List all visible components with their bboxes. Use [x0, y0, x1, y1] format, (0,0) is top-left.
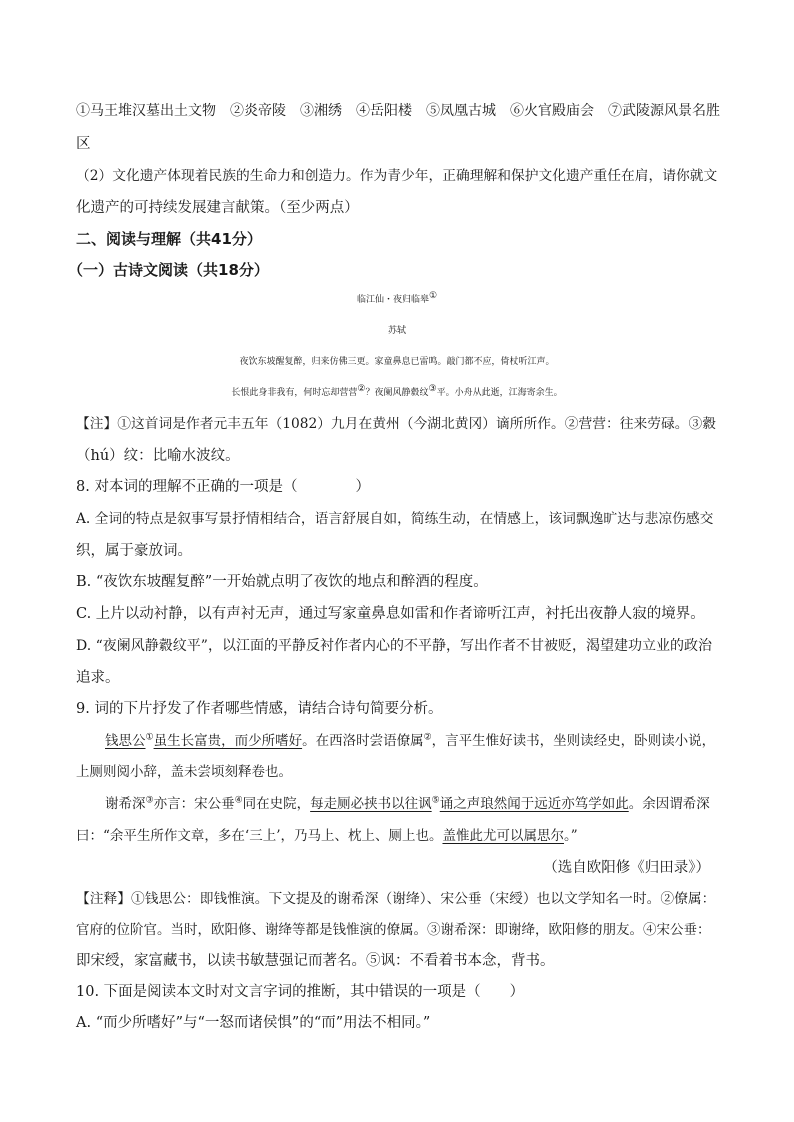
prose-paragraph-2-line-2 — [76, 826, 578, 846]
prose-underlined-4: 诵之声琅然闻于远近亦笃学如此 — [439, 796, 629, 812]
question-8-option-c: C. 上片以动衬静，以有声衬无声，通过写家童鼻息如雷和作者谛听江声，衬托出夜静人寂的境界。 — [76, 606, 705, 622]
footnote-ref-3: ③ — [428, 384, 437, 394]
poem-title-footnote-ref: ① — [428, 291, 438, 301]
question-10-option-a: A. “而少所嗜好”与“一怒而诸侯惧”的“而”用法不相同。” — [76, 1015, 431, 1031]
poem-title — [0, 290, 794, 310]
question-8-stem: 8. 对本词的理解不正确的一项是（ ） — [76, 479, 370, 495]
prose-paragraph-1-line-1 — [105, 731, 715, 751]
footnote-ref-2: ② — [357, 384, 366, 394]
question-10-stem: 10. 下面是阅读本文时对文言字词的推断，其中错误的一项是（ ） — [76, 984, 525, 1000]
poem-line-2-part-c: 平。小舟从此逝，江海寄余生。 — [436, 388, 563, 398]
question-8-option-a-line-2: 织，属于豪放词。 — [76, 543, 192, 559]
poem-note-line-1: 【注】①这首词是作者元丰五年（1082）九月在黄州（今湖北黄冈）谪所所作。②营营：往来劳碌。③縠 — [76, 416, 716, 432]
prose-underlined-1: 钱思公 — [105, 733, 146, 749]
section-title: 二、阅读与理解（共41分） — [76, 230, 262, 248]
poem-note-line-2: （hú）纹：比喻水波纹。 — [76, 448, 240, 464]
question-8-option-d-line-1: D. “夜阑风静縠纹平”，以江面的平静反衬作者内心的不平静，写出作者不甘被贬，渴望建功立业的政治 — [76, 638, 712, 654]
question-8-option-b: B. “夜饮东坡醒复醉”一开始就点明了夜饮的地点和醉酒的程度。 — [76, 574, 488, 590]
prose-text-2: ，言平生惟好读书，坐则读经史，卧则读小说， — [431, 733, 716, 749]
poem-author: 苏轼 — [387, 326, 406, 336]
prose-text-8: 。” — [563, 828, 578, 844]
poem-title-text: 临江仙・夜归临皋 — [356, 295, 429, 305]
heritage-items-line-1: ①马王堆汉墓出土文物 ②炎帝陵 ③湘绣 ④岳阳楼 ⑤凤凰古城 ⑥火官殿庙会 ⑦武陵源风景名胜 — [76, 103, 720, 119]
poem-line-1: 夜饮东坡醒复醉，归来仿佛三更。家童鼻息已雷鸣。敲门都不应，倚杖听江声。 — [239, 357, 555, 367]
question-8-option-d-line-2: 追求。 — [76, 670, 120, 686]
prose-text-5: 同在史院， — [242, 796, 311, 812]
prose-note-line-1: 【注释】①钱思公：即钱惟演。下文提及的谢希深（谢绛）、宋公垂（宋绶）也以文学知名一时。②僚属： — [76, 891, 716, 907]
prose-paragraph-1-line-2: 上厕则阅小辞，盖未尝顷刻释卷也。 — [76, 764, 292, 780]
prose-text-7: 曰：“余平生所作文章，多在‘三上’，乃马上、枕上、厕上也。 — [76, 828, 443, 844]
poem-line-2-part-b: ？夜阑风静縠纹 — [365, 388, 429, 398]
prose-text-6: 。余因谓希深 — [628, 796, 710, 812]
prose-note-line-2: 官府的位阶官。当时，欧阳修、谢绛等都是钱惟演的僚属。③谢希深：即谢绛，欧阳修的朋友。④宋公垂： — [76, 922, 711, 938]
prose-note-line-3: 即宋绶，家富藏书，以读书敏慧强记而著名。⑤讽：不看着书本念，背书。 — [76, 953, 555, 969]
question-9-stem: 9. 词的下片抒发了作者哪些情感，请结合诗句简要分析。 — [76, 701, 443, 717]
question-2-line-1: （2）文化遗产体现着民族的生命力和创造力。作为青少年，正确理解和保护文化遗产重任在肩，请你就文 — [76, 168, 718, 184]
poem-line-2-part-a: 长恨此身非我有，何时忘却营营 — [231, 388, 358, 398]
prose-underlined-2: 虽生长富贵，而少所嗜好 — [153, 733, 303, 749]
question-2-line-2: 化遗产的可持续发展建言献策。（至少两点） — [76, 200, 359, 216]
heritage-items-line-2: 区 — [76, 136, 91, 152]
prose-ref-2: ② — [423, 732, 432, 743]
prose-ref-1: ① — [145, 732, 154, 743]
question-8-option-a-line-1: A. 全词的特点是叙事写景抒情相结合，语言舒展自如，简练生动，在情感上，该词飘逸旷达与悲凉伤感交 — [76, 511, 714, 527]
prose-ref-4: ④ — [234, 795, 243, 806]
prose-text-1: 。在西洛时尝语僚属 — [302, 733, 424, 749]
prose-paragraph-2-line-1 — [105, 794, 710, 814]
prose-text-3: 谢希深 — [105, 796, 146, 812]
prose-source: （选自欧阳修《归田录》） — [543, 860, 710, 876]
prose-ref-3: ③ — [145, 795, 154, 806]
prose-ref-5: ⑤ — [431, 795, 440, 806]
prose-underlined-5: 盖惟此尤可以属思尔 — [442, 828, 564, 844]
prose-underlined-3: 每走厕必挟书以往讽 — [310, 796, 432, 812]
subsection-title: （一）古诗文阅读（共18分） — [68, 261, 269, 279]
poem-line-2 — [0, 383, 794, 403]
prose-text-4: 亦言：宋公垂 — [153, 796, 235, 812]
